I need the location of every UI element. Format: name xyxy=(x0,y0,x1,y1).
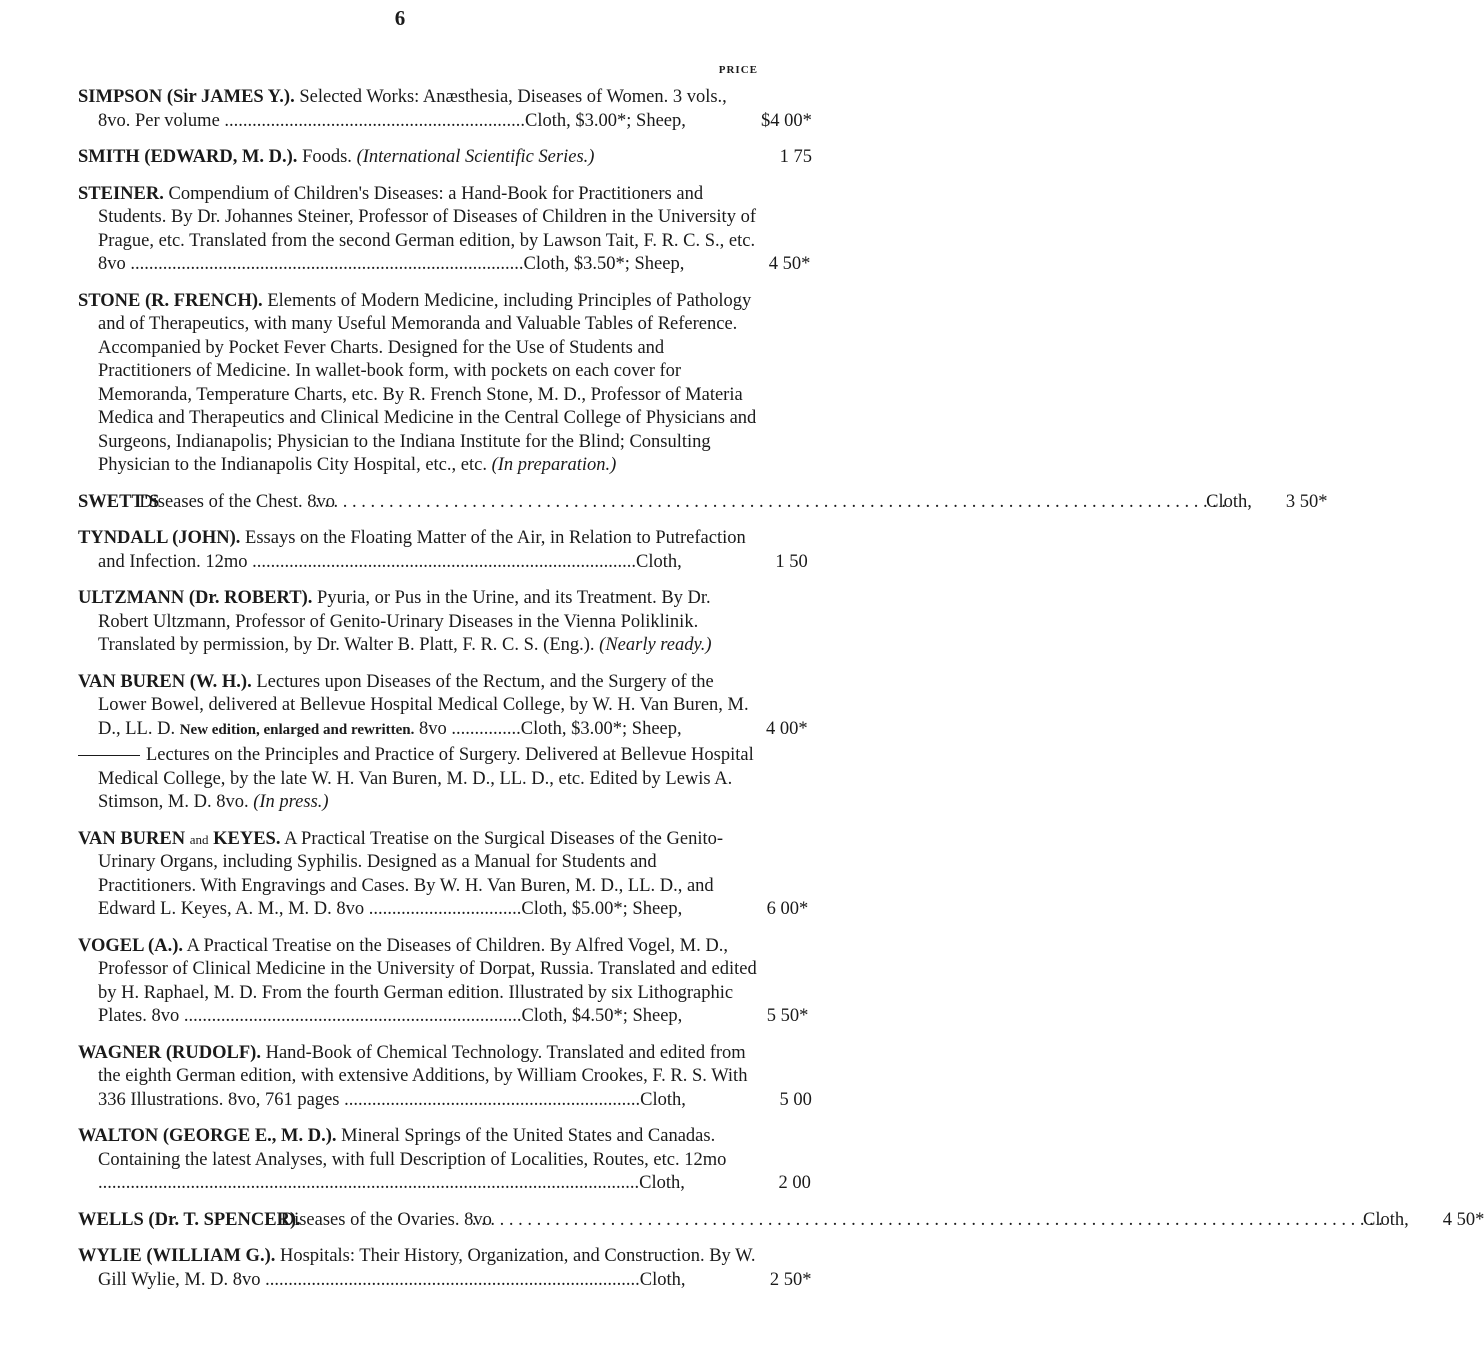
entry-author: VOGEL (A.). xyxy=(78,935,183,956)
entry-binding: Cloth, xyxy=(1206,491,1252,512)
entry-author-and: and xyxy=(189,831,209,847)
entry-binding: Cloth, xyxy=(639,1269,686,1290)
entry-price: 4 00* xyxy=(766,718,808,739)
catalog-entry-van-buren-surgery xyxy=(78,744,758,815)
catalog-entry-simpson xyxy=(78,86,812,133)
catalog-entry-ultzmann xyxy=(78,587,758,658)
entry-price: 5 50* xyxy=(766,1006,809,1026)
entry-author: VAN BUREN xyxy=(78,828,186,849)
catalog-entry-tyndall xyxy=(78,527,808,574)
entry-price: 6 00* xyxy=(766,899,809,919)
catalog-entry-stone xyxy=(78,290,758,478)
price-column-header: PRICE xyxy=(718,64,758,76)
entry-price: 2 00 xyxy=(778,1173,811,1193)
entry-author: SIMPSON (Sir JAMES Y.). xyxy=(78,87,295,107)
entry-coauthor: KEYES. xyxy=(213,828,281,849)
catalog-entry-swett xyxy=(78,491,1328,515)
entry-author: VAN BUREN (W. H.). xyxy=(78,671,252,692)
entry-binding: Cloth, xyxy=(640,1089,686,1110)
entry-status-note: (In preparation.) xyxy=(491,455,617,475)
ditto-dash xyxy=(78,755,140,756)
entry-description: Elements of Modern Medicine, including Principles of Pathology and of Therapeutics, with many Useful Memoranda and Valuable Tables of Reference. Accompanied by Pocket Fever Charts. Designed for the Use of Students and Practitioners of Medicine. In wallet-book form, with pockets on each cover for Memoranda, Temperature Charts, etc. By R. French Stone, M. D., Professor of Materia Medica and Therapeutics and Clinical Medicine in the Central College of Physicians and Surgeons, Indianapolis; Physician to the Indiana Institute for the Blind; Consulting Physician to the Indianapolis City Hospital, etc., etc. xyxy=(98,290,757,475)
catalog-entry-van-buren-rectum xyxy=(78,671,808,743)
entry-price: $4 00* xyxy=(761,110,812,131)
catalog-entry-wylie xyxy=(78,1245,812,1292)
entry-binding: Cloth, $3.00*; Sheep, xyxy=(525,110,686,131)
entry-price: 5 00 xyxy=(779,1089,812,1110)
entry-description: Compendium of Children's Diseases: a Hand-Book for Practitioners and Students. By Dr. Johannes Steiner, Professor of Diseases of Children in the University of Prague, etc. Translated from the second German edition, by Lawson Tait, F. R. C. S., etc. 8vo xyxy=(98,183,756,274)
entry-price: 4 50* xyxy=(1442,1209,1484,1230)
entry-description: Lectures on the Principles and Practice of Surgery. Delivered at Bellevue Hospital Medical College, by the late W. H. Van Buren, M. D., LL. D., etc. Edited by Lewis A. Stimson, M. D. 8vo. xyxy=(98,745,754,812)
entry-binding: Cloth, $3.50*; Sheep, xyxy=(523,254,685,274)
entry-series: (International Scientific Series.) xyxy=(356,147,595,167)
entry-description: Pyuria, or Pus in the Urine, and its Treatment. By Dr. Robert Ultzmann, Professor of Genito-Urinary Diseases in the Vienna Poliklinik. Translated by permission, by Dr. Walter B. Platt, F. R. C. S. (Eng.). xyxy=(98,588,711,655)
catalog-entry-vogel xyxy=(78,935,809,1029)
entry-description: Selected Works: Anæsthesia, Diseases of Women. 3 vols., 8vo. Per volume xyxy=(98,87,727,131)
entry-description: Diseases of the Chest. 8vo xyxy=(139,491,336,512)
entry-description: Hospitals: Their History, Organization, and Construction. By W. Gill Wylie, M. D. 8vo xyxy=(98,1246,756,1290)
entry-author: TYNDALL (JOHN). xyxy=(78,528,241,548)
catalog-entry-smith xyxy=(78,146,812,170)
leader-dots: ................................................................................. xyxy=(265,1269,640,1290)
entry-author: WELLS (Dr. T. SPENCER). xyxy=(78,1209,301,1230)
page-number: 6 xyxy=(394,6,406,30)
entry-binding: Cloth, $5.00*; Sheep, xyxy=(521,899,683,919)
entry-description: Foods. xyxy=(297,147,357,167)
entry-binding: Cloth, xyxy=(636,551,682,572)
entry-binding: Cloth, xyxy=(1363,1209,1409,1230)
catalog-entry-wagner xyxy=(78,1042,812,1113)
entry-description: A Practical Treatise on the Surgical Diseases of the Genito-Urinary Organs, including Syphilis. Designed as a Manual for Students and Practitioners. With Engravings and Cases. By W. H. Van Buren, M. D., LL. D., and Edward L. Keyes, A. M., M. D. 8vo xyxy=(98,828,724,919)
entry-author: STEINER. xyxy=(78,183,164,204)
entry-price: 1 75 xyxy=(779,147,812,167)
leader-dots: ..................................................................................................................... xyxy=(98,1173,640,1193)
leader-dots: ......................................................................... xyxy=(183,1006,522,1026)
leader-dots: ................................................................ xyxy=(344,1089,641,1110)
catalog-entries xyxy=(78,86,1484,1305)
entry-description: Hand-Book of Chemical Technology. Translated and edited from the eighth German edition, with extensive Additions, by William Crookes, F. R. S. With 336 Illustrations. 8vo, 761 pages xyxy=(98,1042,748,1110)
entry-description: Mineral Springs of the United States and Canadas. Containing the latest Analyses, with full Description of Localities, Routes, etc. 12mo xyxy=(98,1126,727,1170)
entry-price: 2 50* xyxy=(769,1269,812,1290)
entry-description: Essays on the Floating Matter of the Air, in Relation to Putrefaction and Infection. 12mo xyxy=(98,528,746,572)
entry-author: WALTON (GEORGE E., M. D.). xyxy=(78,1126,337,1146)
catalog-entry-wells xyxy=(78,1209,1484,1233)
entry-format: 8vo xyxy=(414,718,447,739)
catalog-entry-steiner xyxy=(78,183,811,277)
leader-dots: ................................. xyxy=(368,899,522,919)
catalog-entry-walton xyxy=(78,1125,811,1196)
entry-author: SMITH (EDWARD, M. D.). xyxy=(78,147,298,167)
entry-binding: Cloth, $3.00*; Sheep, xyxy=(520,718,682,739)
entry-author: WYLIE (WILLIAM G.). xyxy=(78,1246,276,1266)
entry-price: 1 50 xyxy=(775,551,808,572)
leader-dots: ............... xyxy=(451,718,521,739)
entry-price: 4 50* xyxy=(768,254,811,274)
entry-binding: Cloth, $4.50*; Sheep, xyxy=(521,1006,683,1026)
leader-dots: ................................................................................... xyxy=(252,551,636,572)
entry-edition-note: New edition, enlarged and rewritten. xyxy=(179,721,415,738)
entry-description: A Practical Treatise on the Diseases of Children. By Alfred Vogel, M. D., Professor of Clinical Medicine in the University of Dorpat, Russia. Translated and edited by H. Raphael, M. D. From the fourth German edition. Illustrated by six Lithographic Plates. 8vo xyxy=(98,935,757,1026)
entry-author: SWETT'S xyxy=(78,491,160,512)
leader-dots: ..................................................................................... xyxy=(130,254,524,274)
leader-dots: ................................................................. xyxy=(224,110,526,131)
entry-binding: Cloth, xyxy=(639,1173,685,1193)
entry-description: Lectures upon Diseases of the Rectum, and the Surgery of the Lower Bowel, delivered at Bellevue Hospital Medical College, by W. H. Van Buren, M. D., LL. D. xyxy=(98,671,749,739)
entry-author: ULTZMANN (Dr. ROBERT). xyxy=(78,588,313,608)
entry-description: Diseases of the Ovaries. 8vo xyxy=(280,1209,492,1230)
catalog-entry-van-buren-keyes xyxy=(78,828,809,922)
entry-status-note: (In press.) xyxy=(253,792,329,812)
entry-status-note: (Nearly ready.) xyxy=(599,635,712,655)
entry-price: 3 50* xyxy=(1285,491,1328,512)
entry-author: WAGNER (RUDOLF). xyxy=(78,1042,261,1063)
entry-author: STONE (R. FRENCH). xyxy=(78,290,263,311)
